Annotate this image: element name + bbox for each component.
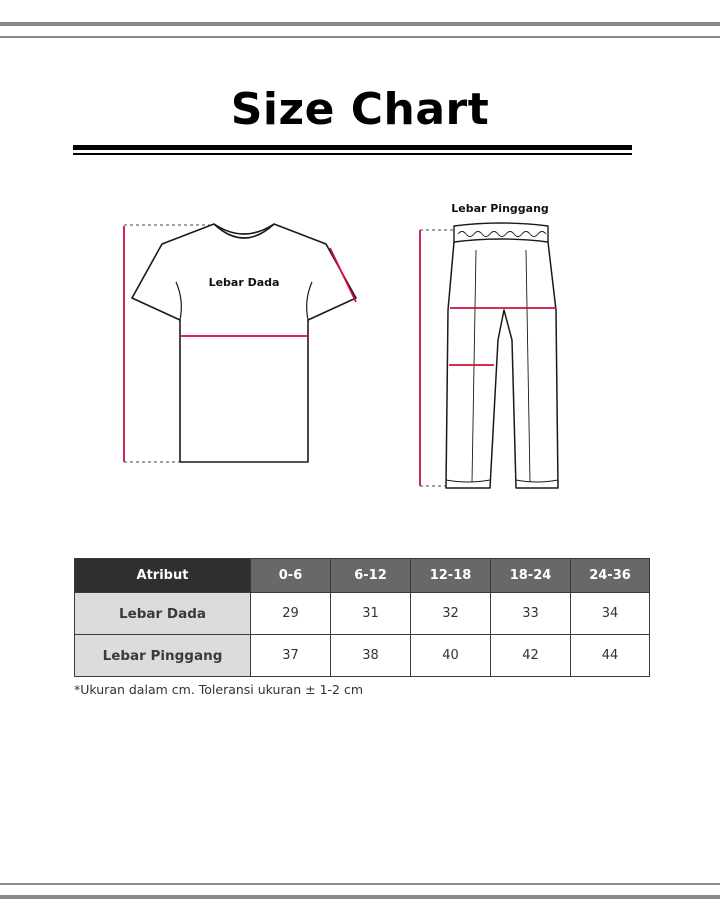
table-cell: 33	[491, 593, 571, 635]
page-title: Size Chart	[230, 84, 490, 135]
table-header-row	[75, 559, 650, 593]
bottom-border-thin	[0, 883, 720, 885]
table-cell: 44	[571, 635, 650, 677]
top-border-thin	[0, 36, 720, 38]
header-size-12-18: 12-18	[411, 559, 491, 593]
table-cell: 32	[411, 593, 491, 635]
table-cell: 40	[411, 635, 491, 677]
table-row	[75, 635, 650, 677]
table-cell: 31	[331, 593, 411, 635]
table-cell: 29	[251, 593, 331, 635]
tshirt-left-seam	[176, 282, 181, 320]
pants-left-hem	[446, 480, 490, 482]
pants-waistband-ruffle	[458, 232, 546, 237]
header-size-18-24: 18-24	[491, 559, 571, 593]
bottom-border-thick	[0, 895, 720, 899]
tshirt-body-outline	[132, 224, 356, 462]
size-note: *Ukuran dalam cm. Toleransi ukuran ± 1-2 cm	[74, 682, 364, 697]
tshirt-drawing	[132, 224, 356, 462]
garment-illustration	[0, 190, 720, 510]
table-cell: 34	[571, 593, 650, 635]
sleeve-line	[330, 248, 356, 302]
table-cell: 38	[331, 635, 411, 677]
title-underline-thick	[73, 145, 632, 150]
pants-waistband	[454, 223, 548, 242]
tshirt-collar	[214, 224, 274, 238]
header-size-24-36: 24-36	[571, 559, 650, 593]
table-row	[75, 593, 650, 635]
table-cell: 37	[251, 635, 331, 677]
row-label-lebar-pinggang: Lebar Pinggang	[75, 635, 251, 677]
pants-drawing	[446, 223, 558, 488]
header-attribute: Atribut	[75, 559, 251, 593]
pants-measurements	[420, 230, 556, 486]
top-border-thick	[0, 22, 720, 26]
tshirt-measurements	[124, 225, 356, 462]
header-size-6-12: 6-12	[331, 559, 411, 593]
pants-right-hem	[516, 480, 558, 482]
title-underline-thin	[73, 153, 632, 155]
header-size-0-6: 0-6	[251, 559, 331, 593]
pants-right-crease	[526, 250, 530, 482]
row-label-lebar-dada: Lebar Dada	[75, 593, 251, 635]
size-table	[74, 558, 650, 677]
table-cell: 42	[491, 635, 571, 677]
shirt-chest-label: Lebar Dada	[208, 276, 280, 289]
pants-left-crease	[472, 250, 476, 482]
tshirt-right-seam	[307, 282, 312, 320]
pants-waist-label: Lebar Pinggang	[451, 202, 549, 215]
